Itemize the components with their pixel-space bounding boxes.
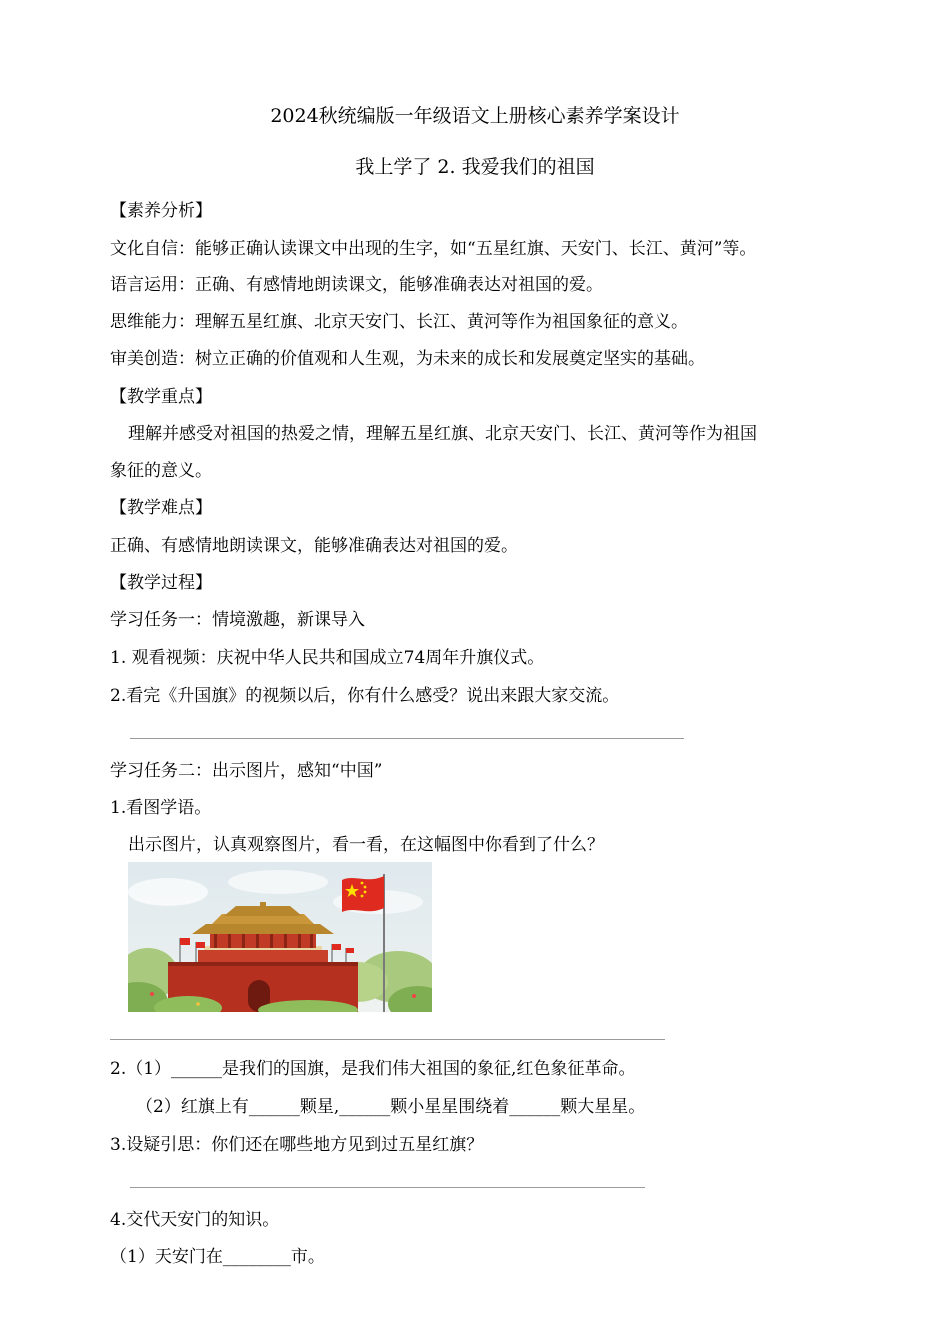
focus-heading: 【教学重点】 [110,387,212,407]
task1-question-2: 2.看完《升国旗》的视频以后，你有什么感受？说出来跟大家交流。 [110,686,620,706]
answer-line [130,1187,645,1188]
task2-question-1: 1.看图学语。 [110,798,212,818]
answer-line [130,738,684,739]
task1-question-1: 1. 观看视频：庆祝中华人民共和国成立74周年升旗仪式。 [110,648,545,668]
task2-title: 学习任务二：出示图片，感知“中国” [110,761,383,781]
focus-text-line2: 象征的意义。 [110,461,212,481]
lesson-title: 我上学了 2. 我爱我们的祖国 [355,156,595,178]
document-title: 2024秋统编版一年级语文上册核心素养学案设计 [270,105,680,127]
task2-question-2-2: （2）红旗上有______颗星,______颗小星星围绕着______颗大星星。 [136,1097,646,1117]
literacy-heading: 【素养分析】 [110,201,212,221]
literacy-item: 审美创造：树立正确的价值观和人生观，为未来的成长和发展奠定坚实的基础。 [110,349,705,369]
focus-text-line1: 理解并感受对祖国的热爱之情，理解五星红旗、北京天安门、长江、黄河等作为祖国 [128,424,757,444]
literacy-item: 思维能力：理解五星红旗、北京天安门、长江、黄河等作为祖国象征的意义。 [110,312,688,332]
task2-question-4-1: （1）天安门在________市。 [110,1247,325,1267]
task2-question-3: 3.设疑引思：你们还在哪些地方见到过五星红旗？ [110,1135,484,1155]
answer-line [110,1039,665,1040]
task2-question-2-1: 2.（1）______是我们的国旗，是我们伟大祖国的象征,红色象征革命。 [110,1059,636,1079]
literacy-item: 文化自信：能够正确认读课文中出现的生字，如“五星红旗、天安门、长江、黄河”等。 [110,239,757,259]
task2-question-1-desc: 出示图片，认真观察图片，看一看，在这幅图中你看到了什么？ [128,835,604,855]
task1-title: 学习任务一：情境激趣，新课导入 [110,610,365,630]
task2-question-4: 4.交代天安门的知识。 [110,1210,280,1230]
tiananmen-flag-illustration [128,862,432,1012]
difficulty-heading: 【教学难点】 [110,498,212,518]
process-heading: 【教学过程】 [110,573,212,593]
difficulty-text: 正确、有感情地朗读课文，能够准确表达对祖国的爱。 [110,536,518,556]
literacy-item: 语言运用：正确、有感情地朗读课文，能够准确表达对祖国的爱。 [110,275,603,295]
